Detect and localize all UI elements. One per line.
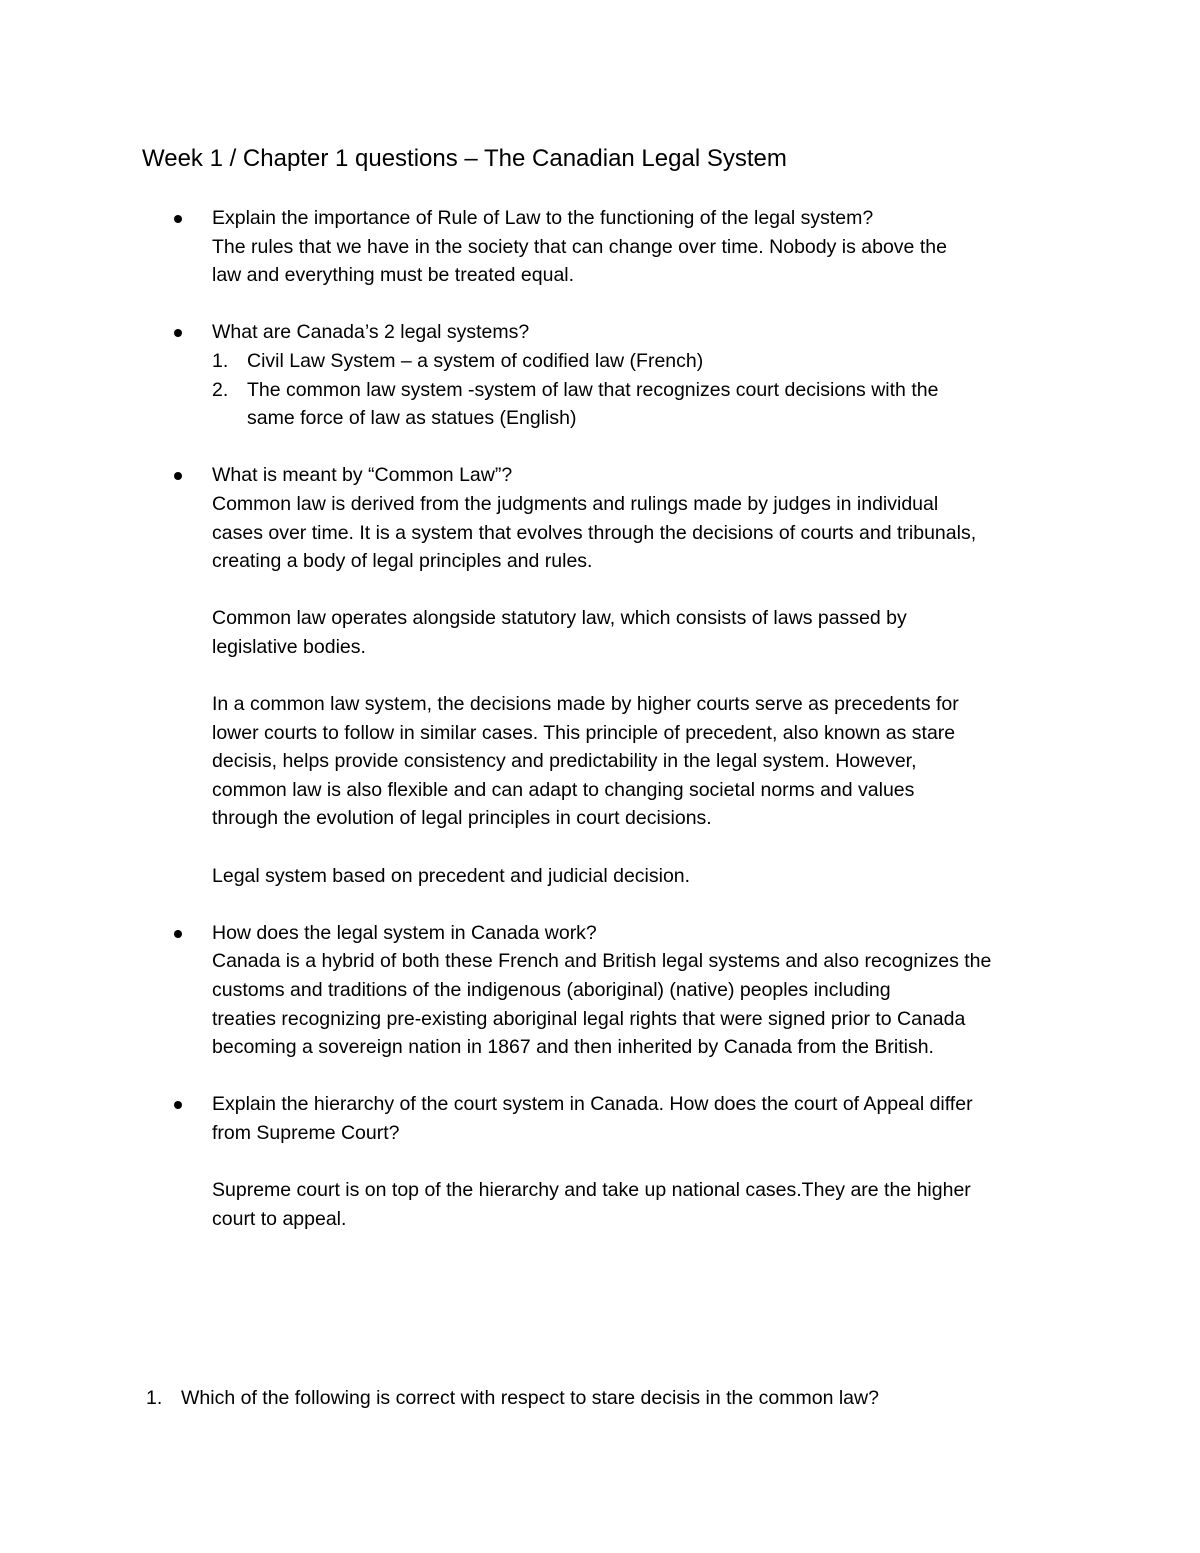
bullet-icon bbox=[174, 930, 182, 938]
answer-line: customs and traditions of the indigenous (aboriginal) (native) peoples including bbox=[212, 979, 891, 1002]
question-item bbox=[212, 461, 1072, 890]
bullet-icon bbox=[174, 1101, 182, 1109]
list-item bbox=[212, 376, 1072, 433]
answer-line: creating a body of legal principles and rules. bbox=[212, 550, 593, 573]
answer-line: Legal system based on precedent and judicial decision. bbox=[212, 864, 691, 887]
answer-line: Supreme court is on top of the hierarchy and take up national cases.They are the higher bbox=[212, 1179, 971, 1202]
legal-systems-list bbox=[212, 347, 1072, 433]
answer-line: common law is also flexible and can adapt to changing societal norms and values bbox=[212, 778, 915, 801]
mcq-number: 1. bbox=[146, 1387, 163, 1409]
question-text: How does the legal system in Canada work? bbox=[212, 921, 597, 944]
paragraph-gap bbox=[212, 1148, 1072, 1177]
question-text: Explain the importance of Rule of Law to the functioning of the legal system? bbox=[212, 207, 874, 229]
answer-line: Common law operates alongside statutory law, which consists of laws passed by bbox=[212, 607, 907, 630]
list-item-text: The common law system -system of law that recognizes court decisions with the bbox=[247, 378, 939, 401]
question-item bbox=[212, 204, 1072, 290]
list-number: 1. bbox=[212, 349, 229, 372]
answer-line: legislative bodies. bbox=[212, 635, 366, 658]
question-text: What are Canada’s 2 legal systems? bbox=[212, 321, 530, 344]
list-item-text: same force of law as statues (English) bbox=[247, 407, 577, 430]
bullet-icon bbox=[174, 329, 182, 337]
answer-line: In a common law system, the decisions made by higher courts serve as precedents for bbox=[212, 693, 959, 716]
multiple-choice-question bbox=[146, 1384, 879, 1413]
answer-line: through the evolution of legal principles in court decisions. bbox=[212, 807, 712, 830]
mcq-text: Which of the following is correct with respect to stare decisis in the common law? bbox=[181, 1387, 879, 1409]
answer-line: lower courts to follow in similar cases. This principle of precedent, also known as stare bbox=[212, 721, 956, 744]
answer-line: law and everything must be treated equal. bbox=[212, 264, 575, 287]
question-text: Explain the hierarchy of the court system in Canada. How does the court of Appeal differ bbox=[212, 1093, 973, 1116]
paragraph-gap bbox=[212, 576, 1072, 605]
list-item bbox=[212, 347, 1072, 376]
answer-line: cases over time. It is a system that evolves through the decisions of courts and tribunals, bbox=[212, 521, 977, 544]
bullet-icon bbox=[174, 215, 182, 223]
paragraph-gap bbox=[212, 662, 1072, 691]
answer-line: Canada is a hybrid of both these French and British legal systems and also recognizes the bbox=[212, 950, 992, 973]
document-title: Week 1 / Chapter 1 questions – The Canadian Legal System bbox=[142, 145, 787, 172]
paragraph-gap bbox=[212, 833, 1072, 862]
answer-line: treaties recognizing pre-existing aboriginal legal rights that were signed prior to Canada bbox=[212, 1007, 966, 1030]
question-list bbox=[212, 204, 1072, 1262]
answer-line: The rules that we have in the society that can change over time. Nobody is above the bbox=[212, 235, 947, 258]
list-item-text: Civil Law System – a system of codified law (French) bbox=[247, 349, 704, 372]
bullet-icon bbox=[174, 472, 182, 480]
answer-line: decisis, helps provide consistency and predictability in the legal system. However, bbox=[212, 750, 917, 773]
answer-line: becoming a sovereign nation in 1867 and then inherited by Canada from the British. bbox=[212, 1036, 934, 1059]
answer-line: Common law is derived from the judgments and rulings made by judges in individual bbox=[212, 492, 939, 515]
list-number: 2. bbox=[212, 378, 229, 401]
answer-line: court to appeal. bbox=[212, 1207, 347, 1230]
question-item bbox=[212, 318, 1072, 432]
question-item bbox=[212, 919, 1072, 1062]
question-text: What is meant by “Common Law”? bbox=[212, 464, 513, 487]
question-item bbox=[212, 1090, 1072, 1233]
question-text: from Supreme Court? bbox=[212, 1122, 400, 1144]
